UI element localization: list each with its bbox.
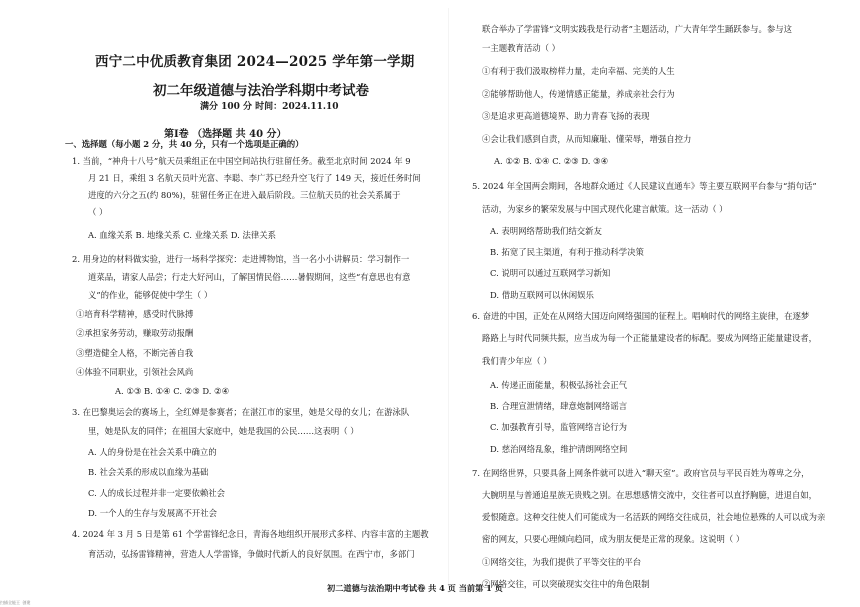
left-line: D. 一个人的生存与发展离不开社会: [88, 508, 217, 518]
right-line: 联合举办了学雷锋“文明实践我是行动者”主题活动，广大青年学生踊跃参与。参与这: [482, 24, 793, 34]
right-line: C. 说明可以通过互联网学习新知: [490, 268, 611, 278]
left-line: A. ①③ B. ①④ C. ②③ D. ②④: [115, 386, 230, 396]
right-line: 大腕明星与普通追星族无贵贱之别。在思想感情交流中，交往者可以直抒胸臆，进退自如，: [482, 490, 817, 500]
right-line: 我们青少年应（ ）: [482, 356, 552, 366]
right-line: ①有利于我们汲取榜样力量，走向幸福、完美的人生: [482, 66, 675, 76]
right-line: 活动，为家乡的繁荣发展与中国式现代化建言献策。这一活动（ ）: [482, 204, 728, 214]
left-line: A. 血缘关系 B. 地缘关系 C. 业缘关系 D. 法律关系: [88, 230, 277, 240]
left-line: 里，她是队友的同伴；在祖国大家庭中，她是我国的公民……这表明（ ）: [88, 426, 359, 436]
left-line: 道菜品，请家人品尝；行走大好河山，了解国情民俗……暑假期间，这些“有意思也有意: [88, 272, 411, 282]
left-line: B. 社会关系的形成以血缘为基础: [88, 467, 209, 477]
left-line: ①培育科学精神，感受时代脉搏: [76, 309, 194, 319]
instructions: 一、选择题（每小题 2 分，共 40 分，只有一个选项是正确的）: [65, 139, 304, 149]
column-divider: [448, 8, 449, 588]
right-line: 爱恨随意。这种交往使人们可能成为一名活跃的网络交往成员，社会地位悬殊的人可以成为亲: [482, 512, 826, 522]
right-line: ②网络交往，可以突破现实交往中的角色限制: [482, 579, 650, 589]
left-line: ④体验不同职业，引领社会风尚: [76, 367, 194, 377]
right-line: A. 传递正面能量，积极弘扬社会正气: [490, 380, 627, 390]
right-line: 6. 奋进的中国，正处在从网络大国迈向网络强国的征程上。唱响时代的网络主旋律，在逐梦: [472, 311, 810, 321]
left-line: 4. 2024 年 3 月 5 日是第 61 个学雷锋纪念日，青海各地组织开展形式多样、内容丰富的主题教: [72, 529, 429, 539]
exam-title-line2: 初二年级道德与法治学科期中考试卷: [153, 83, 369, 99]
right-line: 7. 在网络世界，只要具备上网条件就可以进入“聊天室”。政府官员与平民百姓为尊卑之分，: [472, 468, 810, 478]
right-line: B. 合理宣泄情绪，肆意炮制网络谣言: [490, 401, 628, 411]
page-footer: 初二道德与法治期中考试卷 共 4 页 当前第 1 页: [327, 583, 503, 593]
right-line: D. 慈治网络乱象，维护清朗网络空间: [490, 444, 628, 454]
left-line: 1. 当前，“神舟十八号”航天员乘组正在中国空间站执行驻留任务。截至北京时间 2024 年 9: [72, 156, 411, 166]
left-line: C. 人的成长过程并非一定要依赖社会: [88, 488, 226, 498]
right-line: ②能够帮助他人，传递情感正能量，养成亲社会行为: [482, 89, 675, 99]
right-line: 密的网友，只要心理倾向趋同，成为朋友便是正常的现象。这说明（ ）: [482, 534, 745, 544]
exam-title-line1: 西宁二中优质教育集团 2024—2025 学年第一学期: [95, 54, 415, 70]
right-line: ③是追求更高道德境界、助力青春飞扬的表现: [482, 111, 650, 121]
left-line: （ ）: [88, 207, 108, 217]
right-line: 5. 2024 年全国两会期间，各地群众通过《人民建议直通车》等主要互联网平台参与“捎句话”: [472, 181, 817, 191]
right-line: ①网络交往，为我们提供了平等交往的平台: [482, 557, 642, 567]
left-line: ③塑造健全人格，不断完善自我: [76, 348, 194, 358]
right-line: A. ①② B. ①④ C. ②③ D. ③④: [494, 156, 609, 166]
left-line: A. 人的身份是在社会关系中确立的: [88, 447, 217, 457]
scan-watermark: 扫描全能王 创建: [0, 600, 31, 605]
right-line: 路路上与时代同频共振，应当成为每一个正能量建设者的标配。要成为网络正能量建设者，: [482, 333, 817, 343]
right-line: ④会让我们感到自责，从而知廉耻、懂荣辱，增强自控力: [482, 134, 692, 144]
left-line: 义”的作业，能够促使中学生（ ）: [88, 290, 213, 300]
right-line: C. 加强教育引导，监管网络言论行为: [490, 422, 628, 432]
left-line: 月 21 日，乘组 3 名航天员叶光富、李聪、李广苏已经升空飞行了 149 天，接近任务时间: [88, 173, 421, 183]
left-line: 3. 在巴黎奥运会的赛场上，全红婵是参赛者；在湛江市的家里，她是父母的女儿；在游泳队: [72, 407, 410, 417]
left-line: 进度的六分之五(约 80%)，驻留任务正在进入最后阶段。三位航天员的社会关系属于: [88, 190, 401, 200]
left-line: ②承担家务劳动，赚取劳动报酬: [76, 328, 194, 338]
left-line: 2. 用身边的材料做实验，进行一场科学探究：走进博物馆，当一名小小讲解员：学习制作一: [72, 254, 410, 264]
right-line: A. 表明网络帮助我们结交新友: [490, 226, 602, 236]
section-title: 第Ⅰ卷 （选择题 共 40 分）: [164, 129, 287, 140]
right-line: 一主题教育活动（ ）: [482, 43, 561, 53]
left-line: 育活动，弘扬雷锋精神，营造人人学雷锋，争做时代新人的良好氛围。在西宁市，多部门: [88, 549, 415, 559]
right-line: D. 借助互联网可以休闲娱乐: [490, 290, 594, 300]
right-line: B. 拓宽了民主渠道，有利于推动科学决策: [490, 247, 644, 257]
exam-meta: 满分 100 分 时间：2024.11.10: [200, 102, 339, 112]
